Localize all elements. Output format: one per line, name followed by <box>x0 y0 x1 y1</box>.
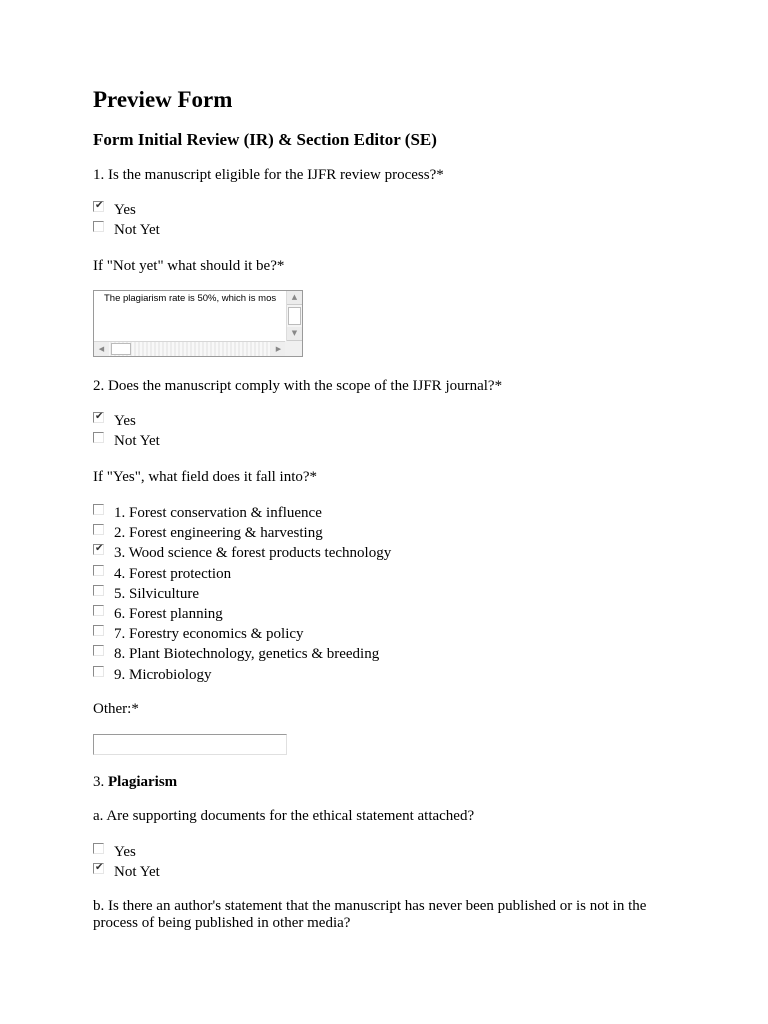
scroll-thumb[interactable] <box>288 307 301 325</box>
option-label: 4. Forest protection <box>114 565 232 582</box>
option-label: Yes <box>114 201 136 218</box>
option-label: Yes <box>114 843 136 860</box>
field-option-2[interactable] <box>93 523 323 543</box>
field-option-7[interactable] <box>93 624 304 644</box>
other-label: Other:* <box>93 701 139 717</box>
question-3b: b. Is there an author's statement that the manuscript has never been published or is not in the process of being published in other media? <box>93 898 647 931</box>
option-label: 1. Forest conservation & influence <box>114 504 322 521</box>
scroll-thumb[interactable] <box>111 343 131 355</box>
checkbox[interactable] <box>93 605 104 616</box>
checkbox[interactable] <box>93 412 104 423</box>
form-title: Form Initial Review (IR) & Section Editor (SE) <box>93 130 437 149</box>
q2-option-yes[interactable] <box>93 411 136 431</box>
q3a-option-not-yet[interactable] <box>93 862 160 882</box>
check-icon: ✔ <box>95 199 104 211</box>
field-option-4[interactable] <box>93 564 231 584</box>
checkbox[interactable] <box>93 201 104 212</box>
q2-option-not-yet[interactable] <box>93 431 160 451</box>
scroll-up-icon[interactable]: ▲ <box>287 291 302 305</box>
section-title: Plagiarism <box>108 774 178 790</box>
option-label: 9. Microbiology <box>114 666 212 683</box>
q3a-option-yes[interactable] <box>93 842 136 862</box>
question-2b: If "Yes", what field does it fall into?* <box>93 469 318 485</box>
field-option-8[interactable] <box>93 644 379 664</box>
option-label: 5. Silviculture <box>114 585 199 602</box>
checkbox[interactable] <box>93 843 104 854</box>
field-option-5[interactable] <box>93 584 199 604</box>
option-label: Yes <box>114 412 136 429</box>
checkbox[interactable] <box>93 666 104 677</box>
checkbox[interactable] <box>93 625 104 636</box>
checkbox[interactable] <box>93 863 104 874</box>
checkbox[interactable] <box>93 524 104 535</box>
textarea-value: The plagiarism rate is 50%, which is mos <box>104 293 277 304</box>
question-1b: If "Not yet" what should it be?* <box>93 258 285 274</box>
scroll-right-icon[interactable]: ▶ <box>271 342 286 356</box>
checkbox[interactable] <box>93 645 104 656</box>
horizontal-scrollbar[interactable] <box>94 341 286 356</box>
scroll-left-icon[interactable]: ◀ <box>94 342 109 356</box>
field-option-9[interactable] <box>93 665 212 685</box>
checkbox[interactable] <box>93 221 104 232</box>
option-label: 8. Plant Biotechnology, genetics & breeding <box>114 645 380 662</box>
checkbox[interactable] <box>93 432 104 443</box>
scroll-down-icon[interactable]: ▼ <box>287 327 302 341</box>
checkbox[interactable] <box>93 544 104 555</box>
check-icon: ✔ <box>95 410 104 422</box>
check-icon: ✔ <box>95 542 104 554</box>
check-icon: ✔ <box>95 861 104 873</box>
question-3a: a. Are supporting documents for the ethical statement attached? <box>93 808 475 824</box>
section-number: 3. <box>93 774 105 790</box>
not-yet-textarea[interactable] <box>93 290 303 357</box>
other-field[interactable] <box>93 734 287 755</box>
checkbox[interactable] <box>93 504 104 515</box>
field-option-1[interactable] <box>93 503 322 523</box>
checkbox[interactable] <box>93 565 104 576</box>
option-label: Not Yet <box>114 432 160 449</box>
field-option-3[interactable] <box>93 543 391 563</box>
question-1: 1. Is the manuscript eligible for the IJFR review process?* <box>93 167 444 183</box>
option-label: 2. Forest engineering & harvesting <box>114 524 323 541</box>
page-title: Preview Form <box>93 87 233 112</box>
q1-option-not-yet[interactable] <box>93 220 160 240</box>
question-2: 2. Does the manuscript comply with the scope of the IJFR journal?* <box>93 378 503 394</box>
option-label: Not Yet <box>114 863 160 880</box>
option-label: 3. Wood science & forest products technology <box>114 544 392 561</box>
q1-option-yes[interactable] <box>93 200 136 220</box>
resize-corner[interactable] <box>285 341 302 356</box>
vertical-scrollbar[interactable] <box>286 291 302 342</box>
option-label: 7. Forestry economics & policy <box>114 625 304 642</box>
option-label: 6. Forest planning <box>114 605 223 622</box>
field-option-6[interactable] <box>93 604 223 624</box>
checkbox[interactable] <box>93 585 104 596</box>
section-3-heading <box>93 773 177 791</box>
option-label: Not Yet <box>114 221 160 238</box>
